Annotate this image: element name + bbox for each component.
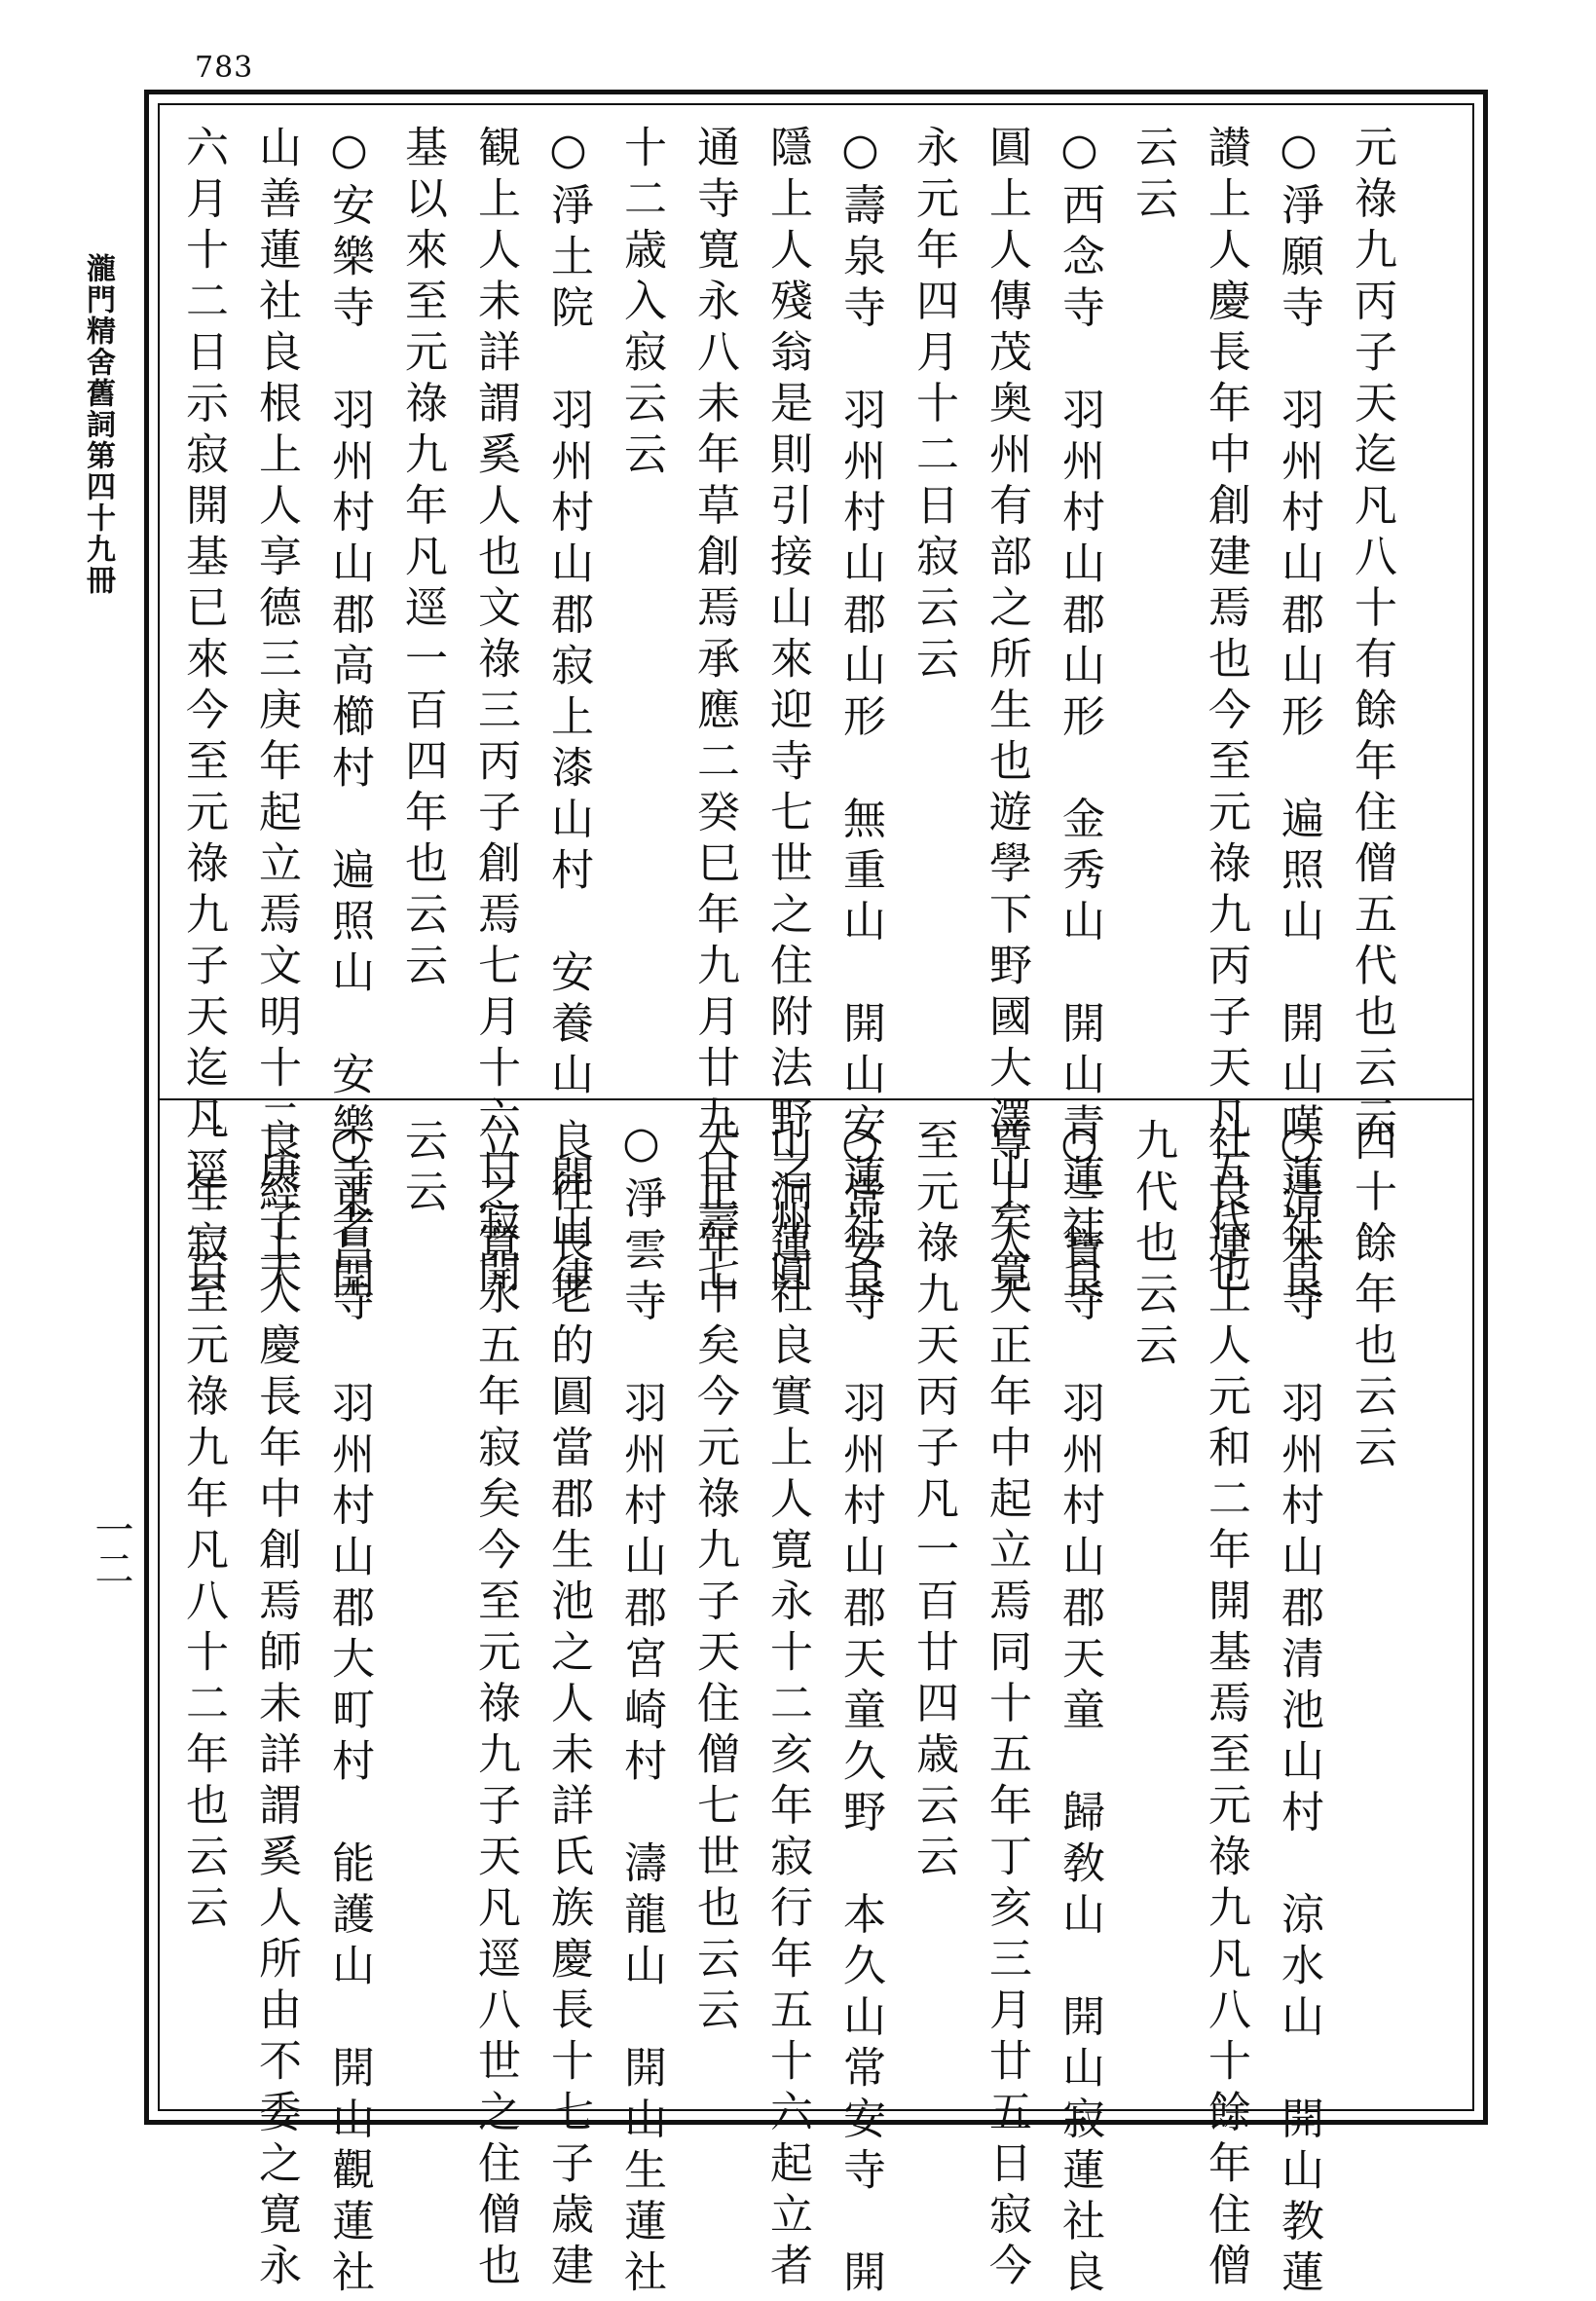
lower-column: ○常安寺 羽州村山郡天童久野 本久山常安寺 開	[835, 1118, 885, 2301]
page-number: 783	[195, 51, 254, 85]
upper-column: ○淨願寺 羽州村山郡山形 遍照山 開山嘆蓮社良	[1274, 125, 1323, 1308]
lower-column: 山洞蓮社良實上人寛永十二亥年寂行年五十六起立者	[762, 1118, 812, 2294]
upper-column: 基以來至元祿九年凡逕一百四年也云云	[397, 125, 447, 994]
lower-column: ○淨雲寺 羽州村山郡宮崎村 濤龍山 開山生蓮社	[616, 1118, 666, 2301]
lower-column: 云云	[397, 1118, 447, 1220]
upper-column: 通寺寛永八未年草創焉承應二癸巳年九月廿九日壽七	[689, 125, 739, 1301]
upper-column: ○西念寺 羽州村山郡山形 金秀山 開山青蓮社良	[1055, 125, 1104, 1308]
upper-column: ○安樂寺 羽州村山郡高櫛村 遍照山 安樂寺者開	[324, 125, 374, 1308]
lower-column: ○清本寺 羽州村山郡清池山村 涼水山 開山教蓮	[1274, 1118, 1323, 2301]
upper-column: 六月十二日示寂開基已來今至元祿九子天迄凡逕二百	[178, 125, 228, 1301]
upper-column: ○淨土院 羽州村山郡寂上漆山村 安養山 開山律	[543, 125, 593, 1308]
lower-column: 尊上人天正年中起立焉同十五年丁亥三月廿五日寂今	[982, 1118, 1031, 2294]
upper-column: 十二歳入寂云云	[616, 125, 666, 483]
lower-column: 立之寛永五年寂矣今至元祿九子天凡逕八世之住僧也	[470, 1118, 520, 2294]
upper-column: 元祿九丙子天迄凡八十有餘年住僧五代也云云	[1347, 125, 1396, 1147]
margin-title: 瀧門精舍舊詞第四十九冊	[81, 253, 115, 596]
lower-column: 良經上人慶長年中創焉師未詳謂奚人所由不委之寛永	[251, 1118, 301, 2294]
margin-page-number: 一二	[89, 1509, 133, 1587]
lower-column: 九代也云云	[1128, 1118, 1177, 1374]
lower-column: 良往長老的圓當郡生池之人未詳氏族慶長十七子歳建	[543, 1118, 593, 2294]
lower-column: 四十餘年也云云	[1347, 1118, 1396, 1476]
upper-column: 永元年四月十二日寂云云	[909, 125, 958, 687]
lower-column: 社良運上人元和二年開基焉至元祿九凡八十餘年住僧	[1201, 1118, 1250, 2294]
lower-column: 二年寂至元祿九年凡八十二年也云云	[178, 1118, 228, 1936]
upper-column: ○壽泉寺 羽州村山郡山形 無重山 開山安蓮社良	[835, 125, 885, 1308]
upper-column: 隱上人殘翁是則引接山來迎寺七世之住附法野之州圓	[762, 125, 812, 1301]
upper-column: 山善蓮社良根上人享德三庚年起立焉文明十二庚子天	[251, 125, 301, 1301]
upper-column: 云云	[1128, 125, 1177, 227]
upper-column: 讃上人慶長年中創建焉也今至元祿九丙子天凡五代也	[1201, 125, 1250, 1301]
upper-column: 圓上人傳茂奥州有部之所生也遊學下野國大澤山矣寛	[982, 125, 1031, 1301]
lower-column: ○三寶寺 羽州村山郡天童 歸敎山 開山寂蓮社良	[1055, 1118, 1104, 2301]
lower-column: 至元祿九天丙子凡一百廿四歳云云	[909, 1118, 958, 1885]
lower-column: ○東昌寺 羽州村山郡大町村 能護山 開山觀蓮社	[324, 1118, 374, 2301]
upper-column: 観上人未詳謂奚人也文祿三丙子創焉七月十六日寂開	[470, 125, 520, 1301]
lower-column: 天正年中矣今元祿九子天住僧七世也云云	[689, 1118, 739, 2038]
